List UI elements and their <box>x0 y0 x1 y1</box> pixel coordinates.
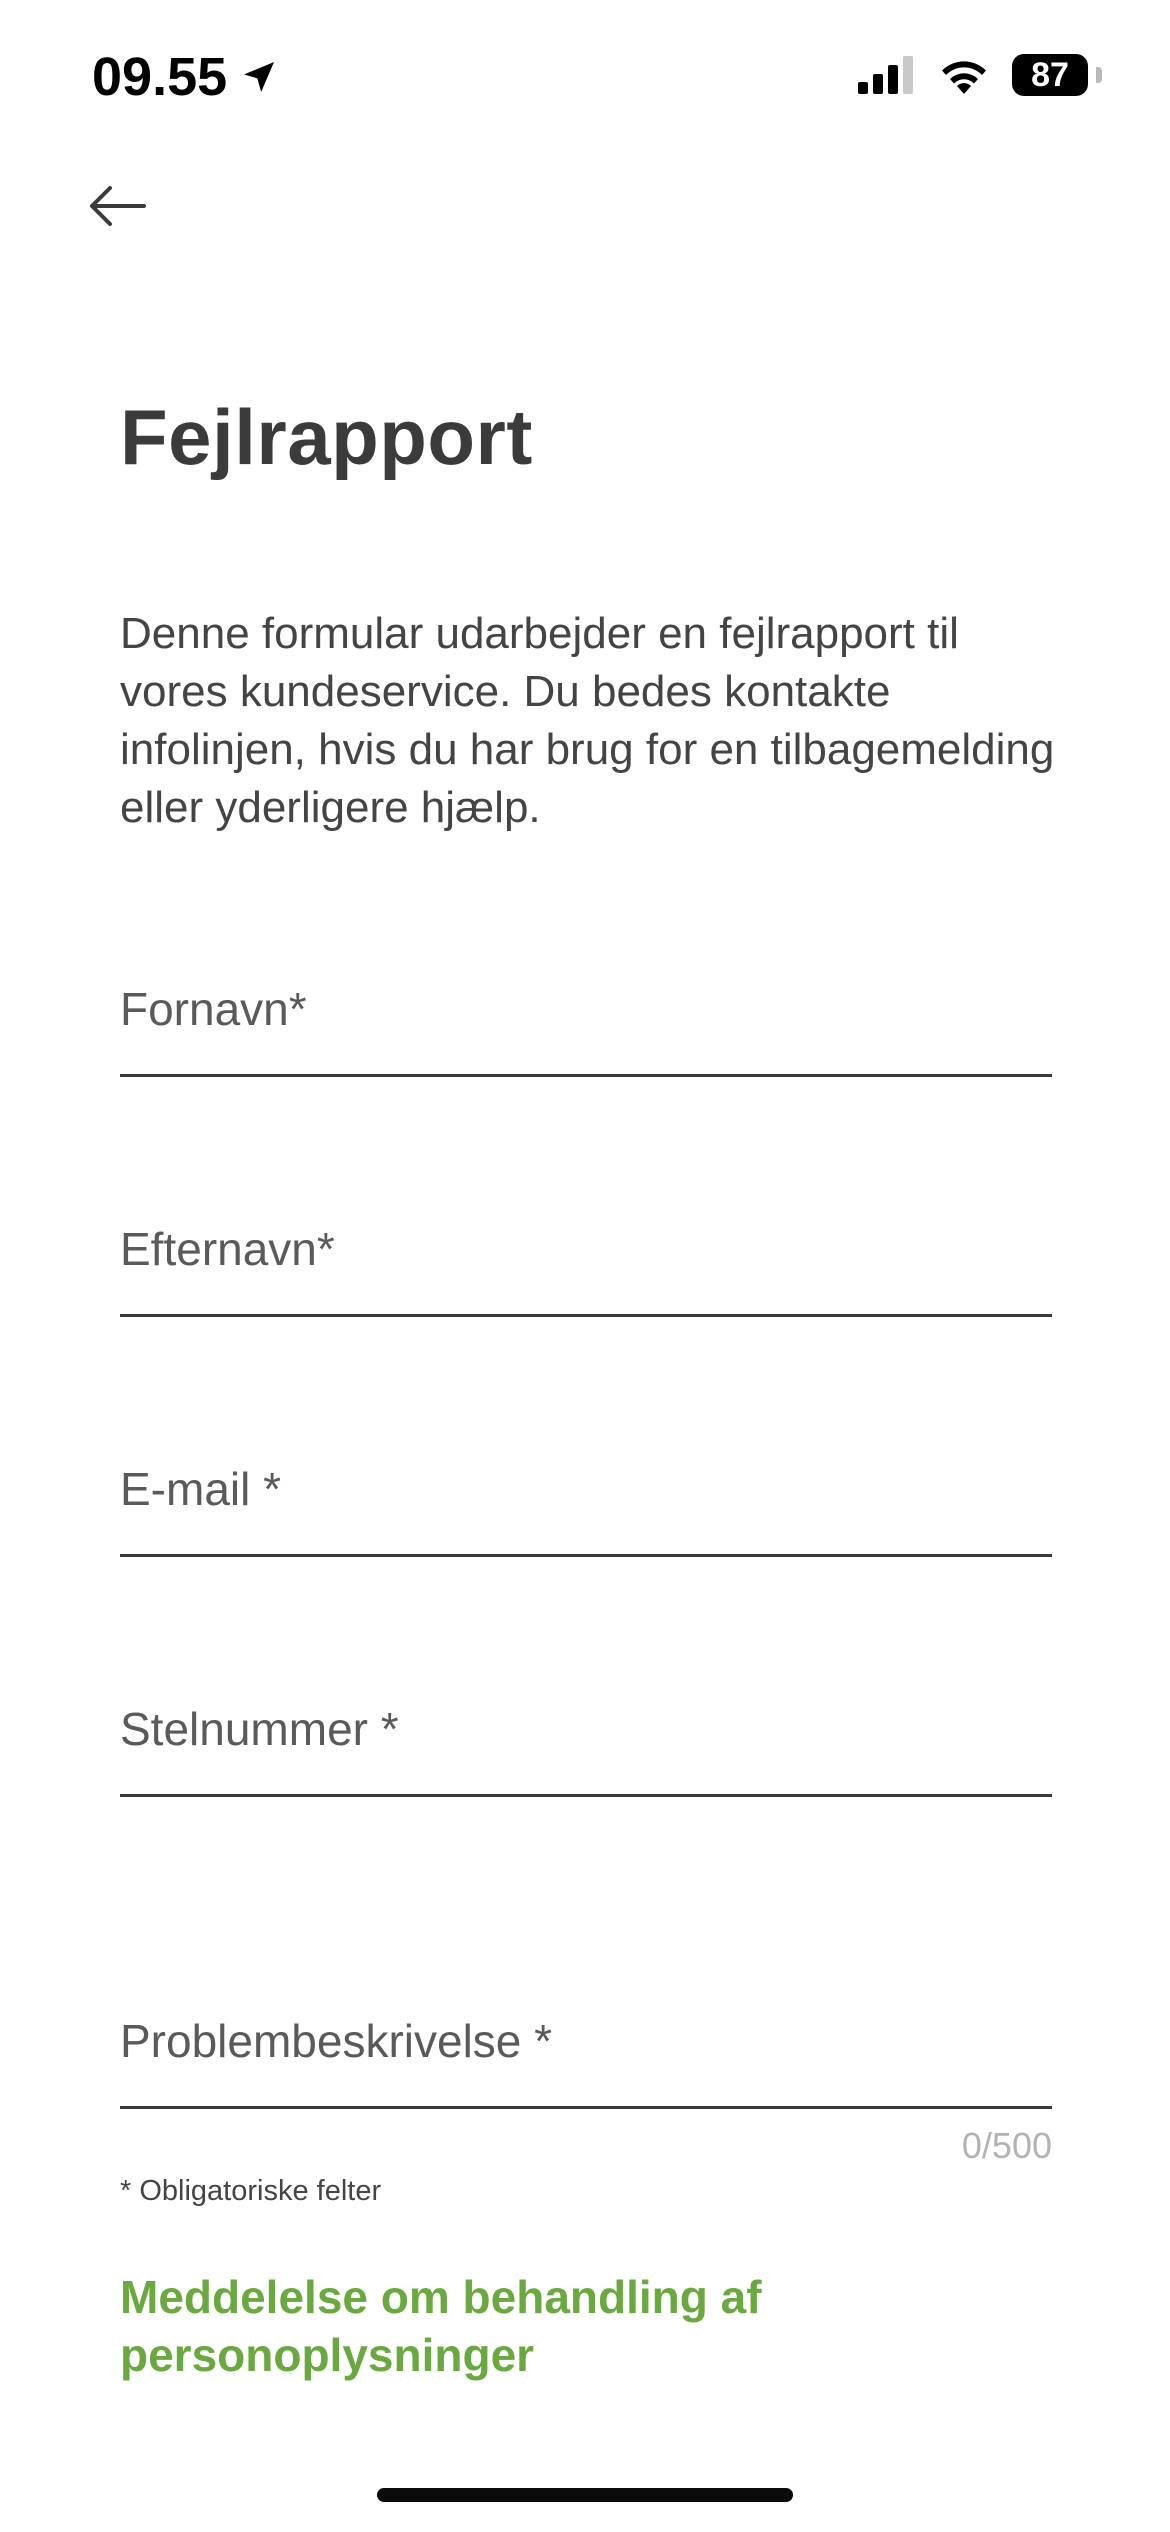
intro-text: Denne formular udarbejder en fejlrapport til vores kundeservice. Du bedes kontakte infolinjen, hvis du har brug for en tilbagemelding eller yderligere hjælp. <box>120 609 1055 832</box>
battery-level: 87 <box>1012 54 1088 96</box>
privacy-notice-link[interactable]: Meddelelse om behandling af personoplysninger <box>120 2271 762 2381</box>
cellular-signal-icon <box>858 56 916 94</box>
frame-number-field[interactable] <box>120 1690 1052 1797</box>
last-name-field[interactable] <box>120 1210 1052 1317</box>
first-name-field[interactable] <box>120 970 1052 1077</box>
back-button[interactable] <box>80 176 154 236</box>
email-label: E-mail * <box>120 1463 282 1515</box>
status-time <box>92 46 279 108</box>
page-title: Fejlrapport <box>120 393 533 481</box>
problem-description-label: Problembeskrivelse * <box>120 2015 553 2067</box>
wifi-icon <box>938 56 990 94</box>
arrow-left-icon <box>88 186 146 226</box>
location-arrow-icon <box>239 57 279 97</box>
last-name-label: Efternavn* <box>120 1223 335 1275</box>
character-counter: 0/500 <box>961 2125 1052 2166</box>
required-fields-note: * Obligatoriske felter <box>120 2175 382 2207</box>
status-indicators <box>858 54 1092 96</box>
first-name-label: Fornavn* <box>120 983 307 1035</box>
status-time-text: 09.55 <box>92 47 228 107</box>
problem-description-field[interactable] <box>120 2000 1052 2109</box>
home-indicator[interactable] <box>377 2488 793 2502</box>
email-field[interactable] <box>120 1450 1052 1557</box>
battery-icon <box>1012 54 1092 96</box>
battery-cap <box>1096 67 1102 83</box>
status-bar <box>0 0 1170 150</box>
frame-number-label: Stelnummer * <box>120 1703 399 1755</box>
